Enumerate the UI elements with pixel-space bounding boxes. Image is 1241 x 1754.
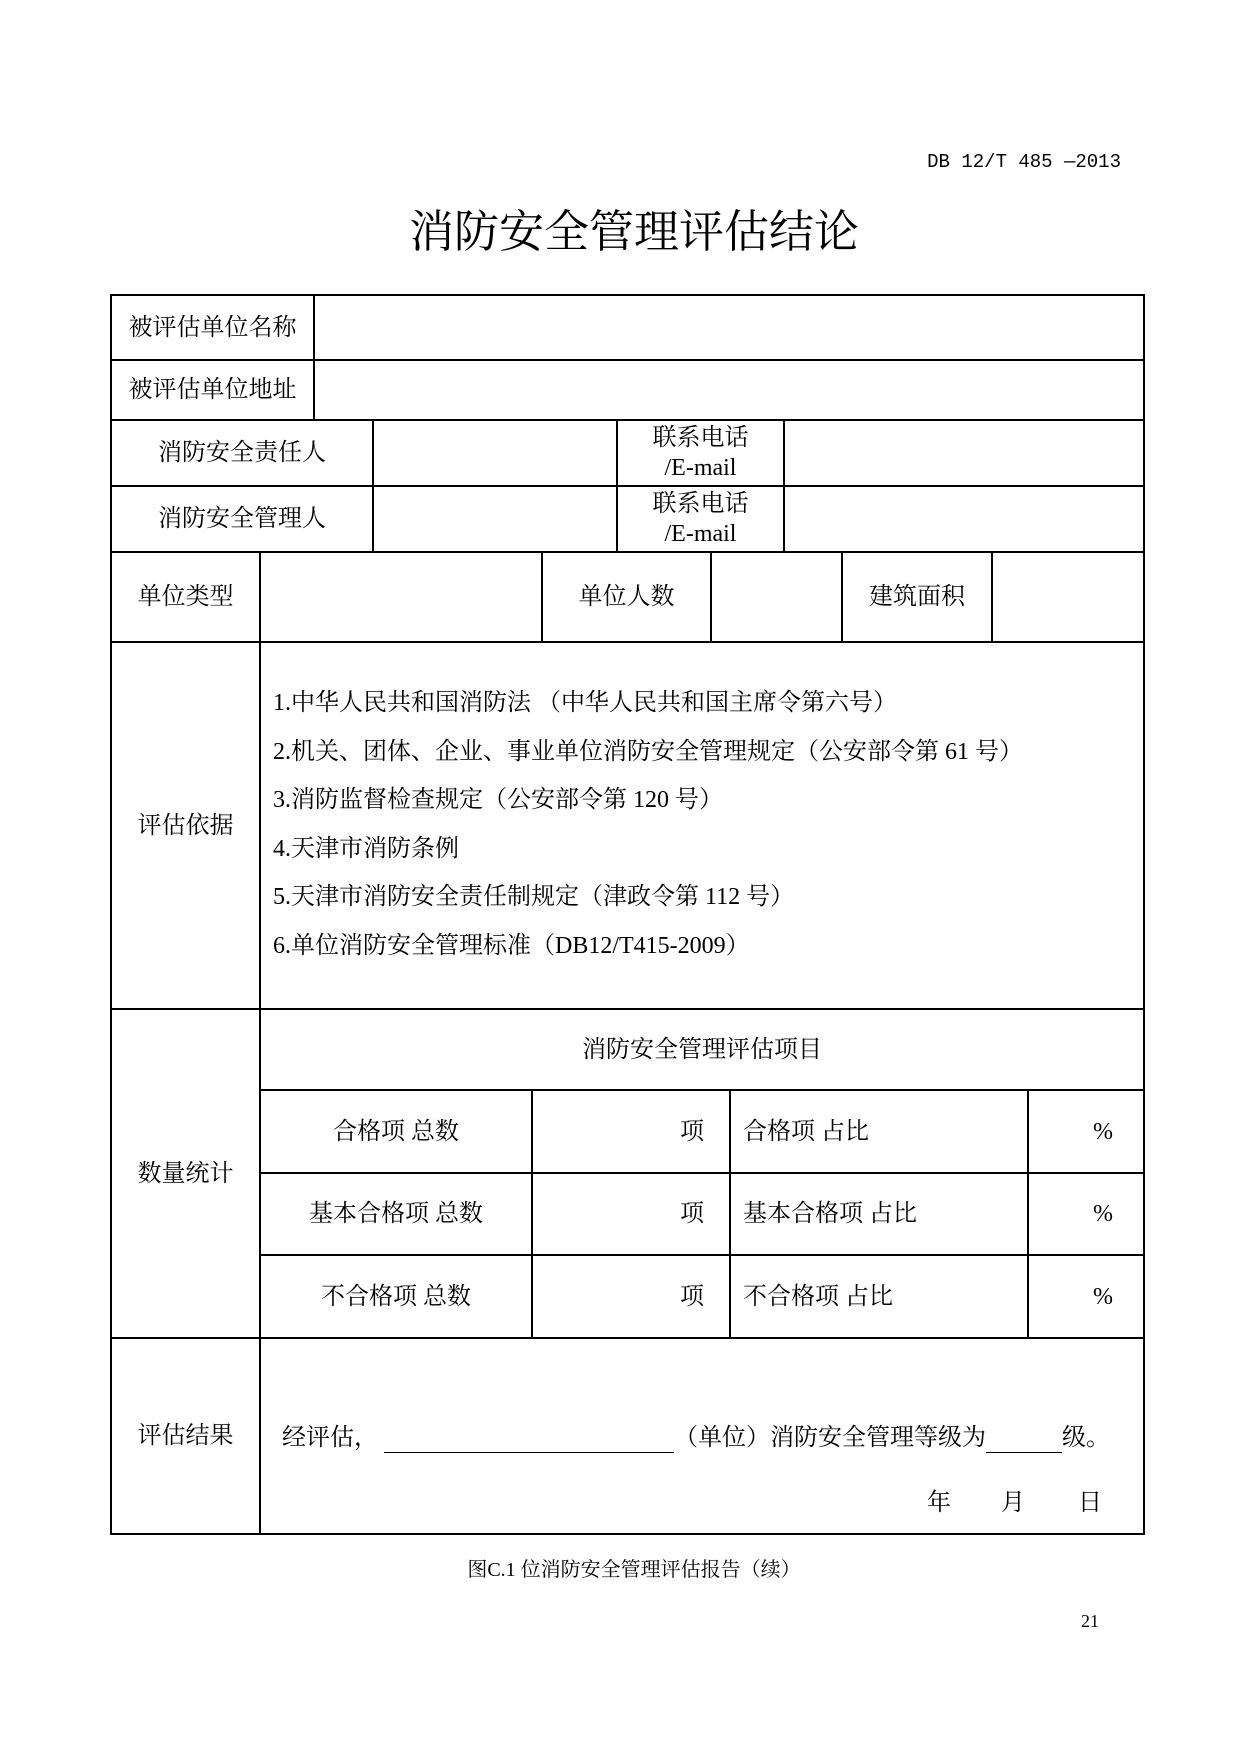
- unqualified-ratio-percent: %: [1029, 1256, 1145, 1339]
- basic-qualified-ratio-label: 基本合格项 占比: [731, 1174, 1029, 1256]
- unqualified-total-label: 不合格项 总数: [261, 1256, 533, 1339]
- basis-item: 2.机关、团体、企业、事业单位消防安全管理规定（公安部令第 61 号）: [273, 738, 1023, 765]
- unqualified-ratio-label: 不合格项 占比: [731, 1256, 1029, 1339]
- basis-item: 1.中华人民共和国消防法 （中华人民共和国主席令第六号）: [273, 690, 897, 716]
- basic-qualified-ratio-percent: %: [1029, 1174, 1145, 1256]
- safety-responsible-label: 消防安全责任人: [112, 421, 374, 487]
- unit-type-value-cell: [261, 553, 543, 643]
- page-number: 21: [1081, 1611, 1099, 1631]
- safety-manager-value-cell: [374, 487, 618, 553]
- figure-caption: 图C.1 位消防安全管理评估报告（续）: [467, 1559, 801, 1581]
- headcount-value-cell: [712, 553, 843, 643]
- safety-responsible-value-cell: [374, 421, 618, 487]
- qualified-total-unit: 项: [533, 1091, 731, 1174]
- result-content: [261, 1339, 1145, 1535]
- floor-area-label: 建筑面积: [843, 553, 993, 643]
- contact-label-phone: 联系电话: [652, 425, 749, 451]
- safety-manager-label: 消防安全管理人: [112, 487, 374, 553]
- contact-label-email: /E-mail: [664, 521, 737, 547]
- unit-address-value-cell: [315, 361, 1145, 421]
- floor-area-value-cell: [993, 553, 1145, 643]
- date-month: 月: [1001, 1490, 1025, 1516]
- basis-item: 3.消防监督检查规定（公安部令第 120 号）: [273, 787, 723, 814]
- manager-contact-label: [618, 487, 785, 553]
- date-year: 年: [927, 1490, 951, 1516]
- contact-label-email: /E-mail: [664, 455, 737, 481]
- statistics-header: 消防安全管理评估项目: [261, 1010, 1145, 1091]
- basis-item: 5.天津市消防安全责任制规定（津政令第 112 号）: [273, 884, 795, 911]
- qualified-ratio-percent: %: [1029, 1091, 1145, 1174]
- assessment-form-table: [110, 294, 1145, 1535]
- responsible-contact-label: [618, 421, 785, 487]
- basis-item: 6.单位消防安全管理标准（DB12/T415-2009）: [273, 932, 750, 959]
- date-day: 日: [1078, 1490, 1102, 1516]
- responsible-contact-value-cell: [785, 421, 1145, 487]
- result-suffix: 级。: [1062, 1425, 1110, 1451]
- basis-list: [273, 679, 1023, 971]
- unit-blank-line: [384, 1426, 674, 1453]
- basic-qualified-total-label: 基本合格项 总数: [261, 1174, 533, 1256]
- manager-contact-value-cell: [785, 487, 1145, 553]
- basis-content: [261, 643, 1145, 1010]
- result-middle: （单位）消防安全管理等级为: [674, 1425, 986, 1451]
- result-label: 评估结果: [112, 1339, 261, 1535]
- statistics-label: 数量统计: [112, 1010, 261, 1339]
- unqualified-total-unit: 项: [533, 1256, 731, 1339]
- unit-type-label: 单位类型: [112, 553, 261, 643]
- qualified-ratio-label: 合格项 占比: [731, 1091, 1029, 1174]
- basic-qualified-total-unit: 项: [533, 1174, 731, 1256]
- unit-address-label: 被评估单位地址: [112, 361, 315, 421]
- result-sentence: [282, 1423, 1110, 1453]
- unit-name-value-cell: [315, 296, 1145, 361]
- contact-label-phone: 联系电话: [652, 491, 749, 517]
- headcount-label: 单位人数: [543, 553, 712, 643]
- grade-blank-line: [986, 1426, 1062, 1453]
- unit-name-label: 被评估单位名称: [112, 296, 315, 361]
- basis-label: 评估依据: [112, 643, 261, 1010]
- page-title: 消防安全管理评估结论: [408, 207, 859, 257]
- qualified-total-label: 合格项 总数: [261, 1091, 533, 1174]
- result-prefix: 经评估，: [282, 1425, 378, 1451]
- basis-item: 4.天津市消防条例: [273, 835, 459, 862]
- document-code: DB 12/T 485 —2013: [927, 151, 1121, 173]
